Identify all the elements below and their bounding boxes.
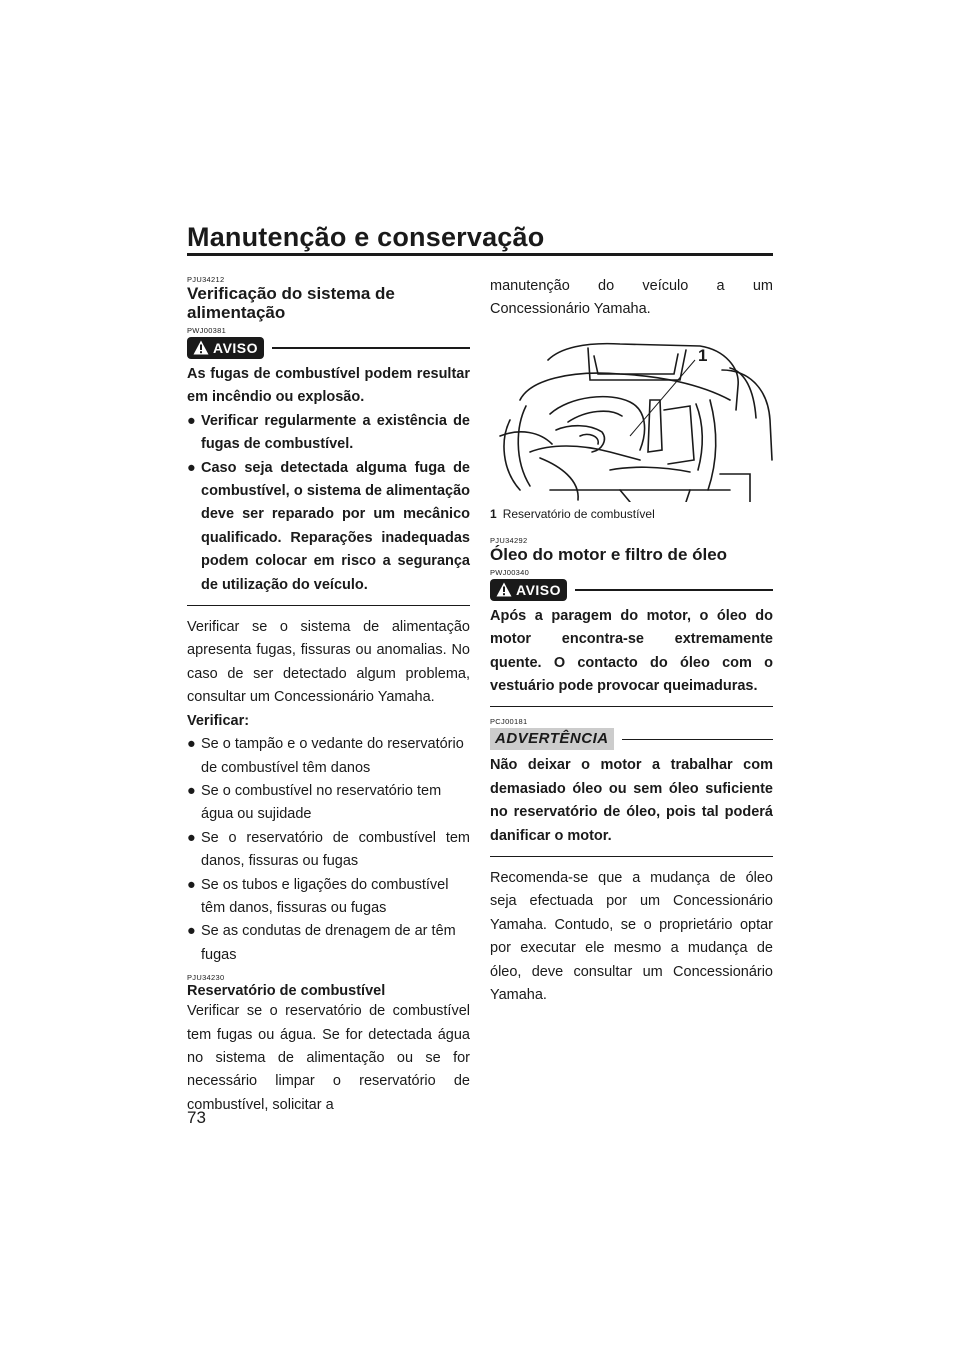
list-item-text: Se as condutas de drenagem de ar têm fugas <box>201 923 456 963</box>
bullet-icon: ● <box>187 459 196 476</box>
bullet-icon: ● <box>187 412 196 429</box>
section-title-line2: alimentação <box>187 303 286 322</box>
list-item <box>187 410 470 457</box>
list-item <box>187 920 470 967</box>
bullet-icon: ● <box>187 876 196 893</box>
figure-caption-text: Reservatório de combustível <box>502 506 655 521</box>
warning-body: Após a paragem do motor, o óleo do motor encontra-se extremamente quente. O contacto do óleo com o vestuário pode provocar queimaduras. <box>490 607 773 695</box>
list-item <box>187 874 470 921</box>
list-item-text: Caso seja detectada alguma fuga de combustível, o sistema de alimentação deve ser reparado por um mecânico qualificado. Reparações inadequadas podem colocar em risco a segurança de utilização do veículo. <box>201 459 470 593</box>
right-column <box>490 275 773 1008</box>
warning-rule <box>272 347 470 349</box>
warning-box <box>187 359 470 606</box>
caution-body: Não deixar o motor a trabalhar com demasiado óleo ou sem óleo suficiente no reservatório de óleo, pois tal poderá danificar o motor. <box>490 757 773 844</box>
warning-list <box>187 410 470 597</box>
bullet-icon: ● <box>187 923 196 940</box>
warning-triangle-icon <box>496 582 512 597</box>
page-number: 73 <box>187 1108 206 1127</box>
bullet-icon: ● <box>187 829 196 846</box>
warning-header <box>490 579 773 601</box>
section-title-line1: Verificação do sistema de <box>187 284 395 303</box>
left-column <box>187 275 470 1117</box>
caution-rule <box>622 739 773 741</box>
warning-box <box>490 601 773 708</box>
bullet-icon: ● <box>187 736 196 753</box>
warning-rule <box>575 589 773 591</box>
warning-header <box>187 337 470 359</box>
paragraph: Verificar se o reservatório de combustível tem fugas ou água. Se for detectada água no sistema de alimentação ou se for necessário limpar o reservatório de combustível, solicitar a <box>187 1003 470 1113</box>
warning-badge <box>490 579 567 601</box>
figure-caption <box>490 506 773 522</box>
warning-badge-label: AVISO <box>213 340 259 356</box>
caution-code: PCJ00181 <box>490 717 528 727</box>
check-list <box>187 733 470 967</box>
figure-callout-1: 1 <box>698 345 708 365</box>
list-item <box>187 457 470 597</box>
figure-caption-number: 1 <box>490 506 497 521</box>
page-title: Manutenção e conservação <box>187 222 545 252</box>
caution-header <box>490 728 773 750</box>
warning-badge <box>187 337 264 359</box>
list-item-text: Se o reservatório de combustível tem danos, fissuras ou fugas <box>201 829 470 870</box>
paragraph: Recomenda-se que a mudança de óleo seja efectuada por um Concessionário Yamaha. Contudo, se o proprietário optar por executar ele mesmo a mudança de óleo, deve consultar um Concessionário Yamaha. <box>490 870 773 1004</box>
paragraph: Verificar se o sistema de alimentação apresenta fugas, fissuras ou anomalias. No caso de ser detectado algum problema, consultar um Concessionário Yamaha. <box>187 619 470 706</box>
warning-code: PWJ00340 <box>490 567 530 577</box>
list-item-text: Se os tubos e ligações do combustível têm danos, fissuras ou fugas <box>201 876 449 916</box>
paragraph: manutenção do veículo a um Concessionário Yamaha. <box>490 278 773 318</box>
check-label: Verificar: <box>187 712 250 729</box>
header-rule <box>187 253 773 256</box>
list-item <box>187 733 470 780</box>
caution-badge: ADVERTÊNCIA <box>490 728 614 750</box>
list-item <box>187 780 470 827</box>
list-item <box>187 827 470 874</box>
list-item-text: Se o tampão e o vedante do reservatório de combustível têm danos <box>201 736 464 776</box>
fuel-tank-illustration <box>490 340 773 502</box>
warning-lead: As fugas de combustível podem resultar em incêndio ou explosão. <box>187 366 470 406</box>
warning-badge-label: AVISO <box>516 581 562 598</box>
list-item-text: Verificar regularmente a existência de fugas de combustível. <box>201 412 470 453</box>
bullet-icon: ● <box>187 782 196 799</box>
list-item-text: Se o combustível no reservatório tem água ou sujidade <box>201 782 442 823</box>
caution-box <box>490 750 773 857</box>
section-code: PJU34230 <box>187 973 225 983</box>
warning-triangle-icon <box>193 340 209 355</box>
section-title-engine-oil: Óleo do motor e filtro de óleo <box>490 544 728 564</box>
subsection-title-fuel-tank: Reservatório de combustível <box>187 983 386 1000</box>
section-code: PJU34212 <box>187 275 225 284</box>
warning-code: PWJ00381 <box>187 326 227 335</box>
section-title-fuel-system <box>187 284 470 322</box>
section-code: PJU34292 <box>490 535 528 545</box>
fuel-tank-drawing <box>490 340 773 502</box>
